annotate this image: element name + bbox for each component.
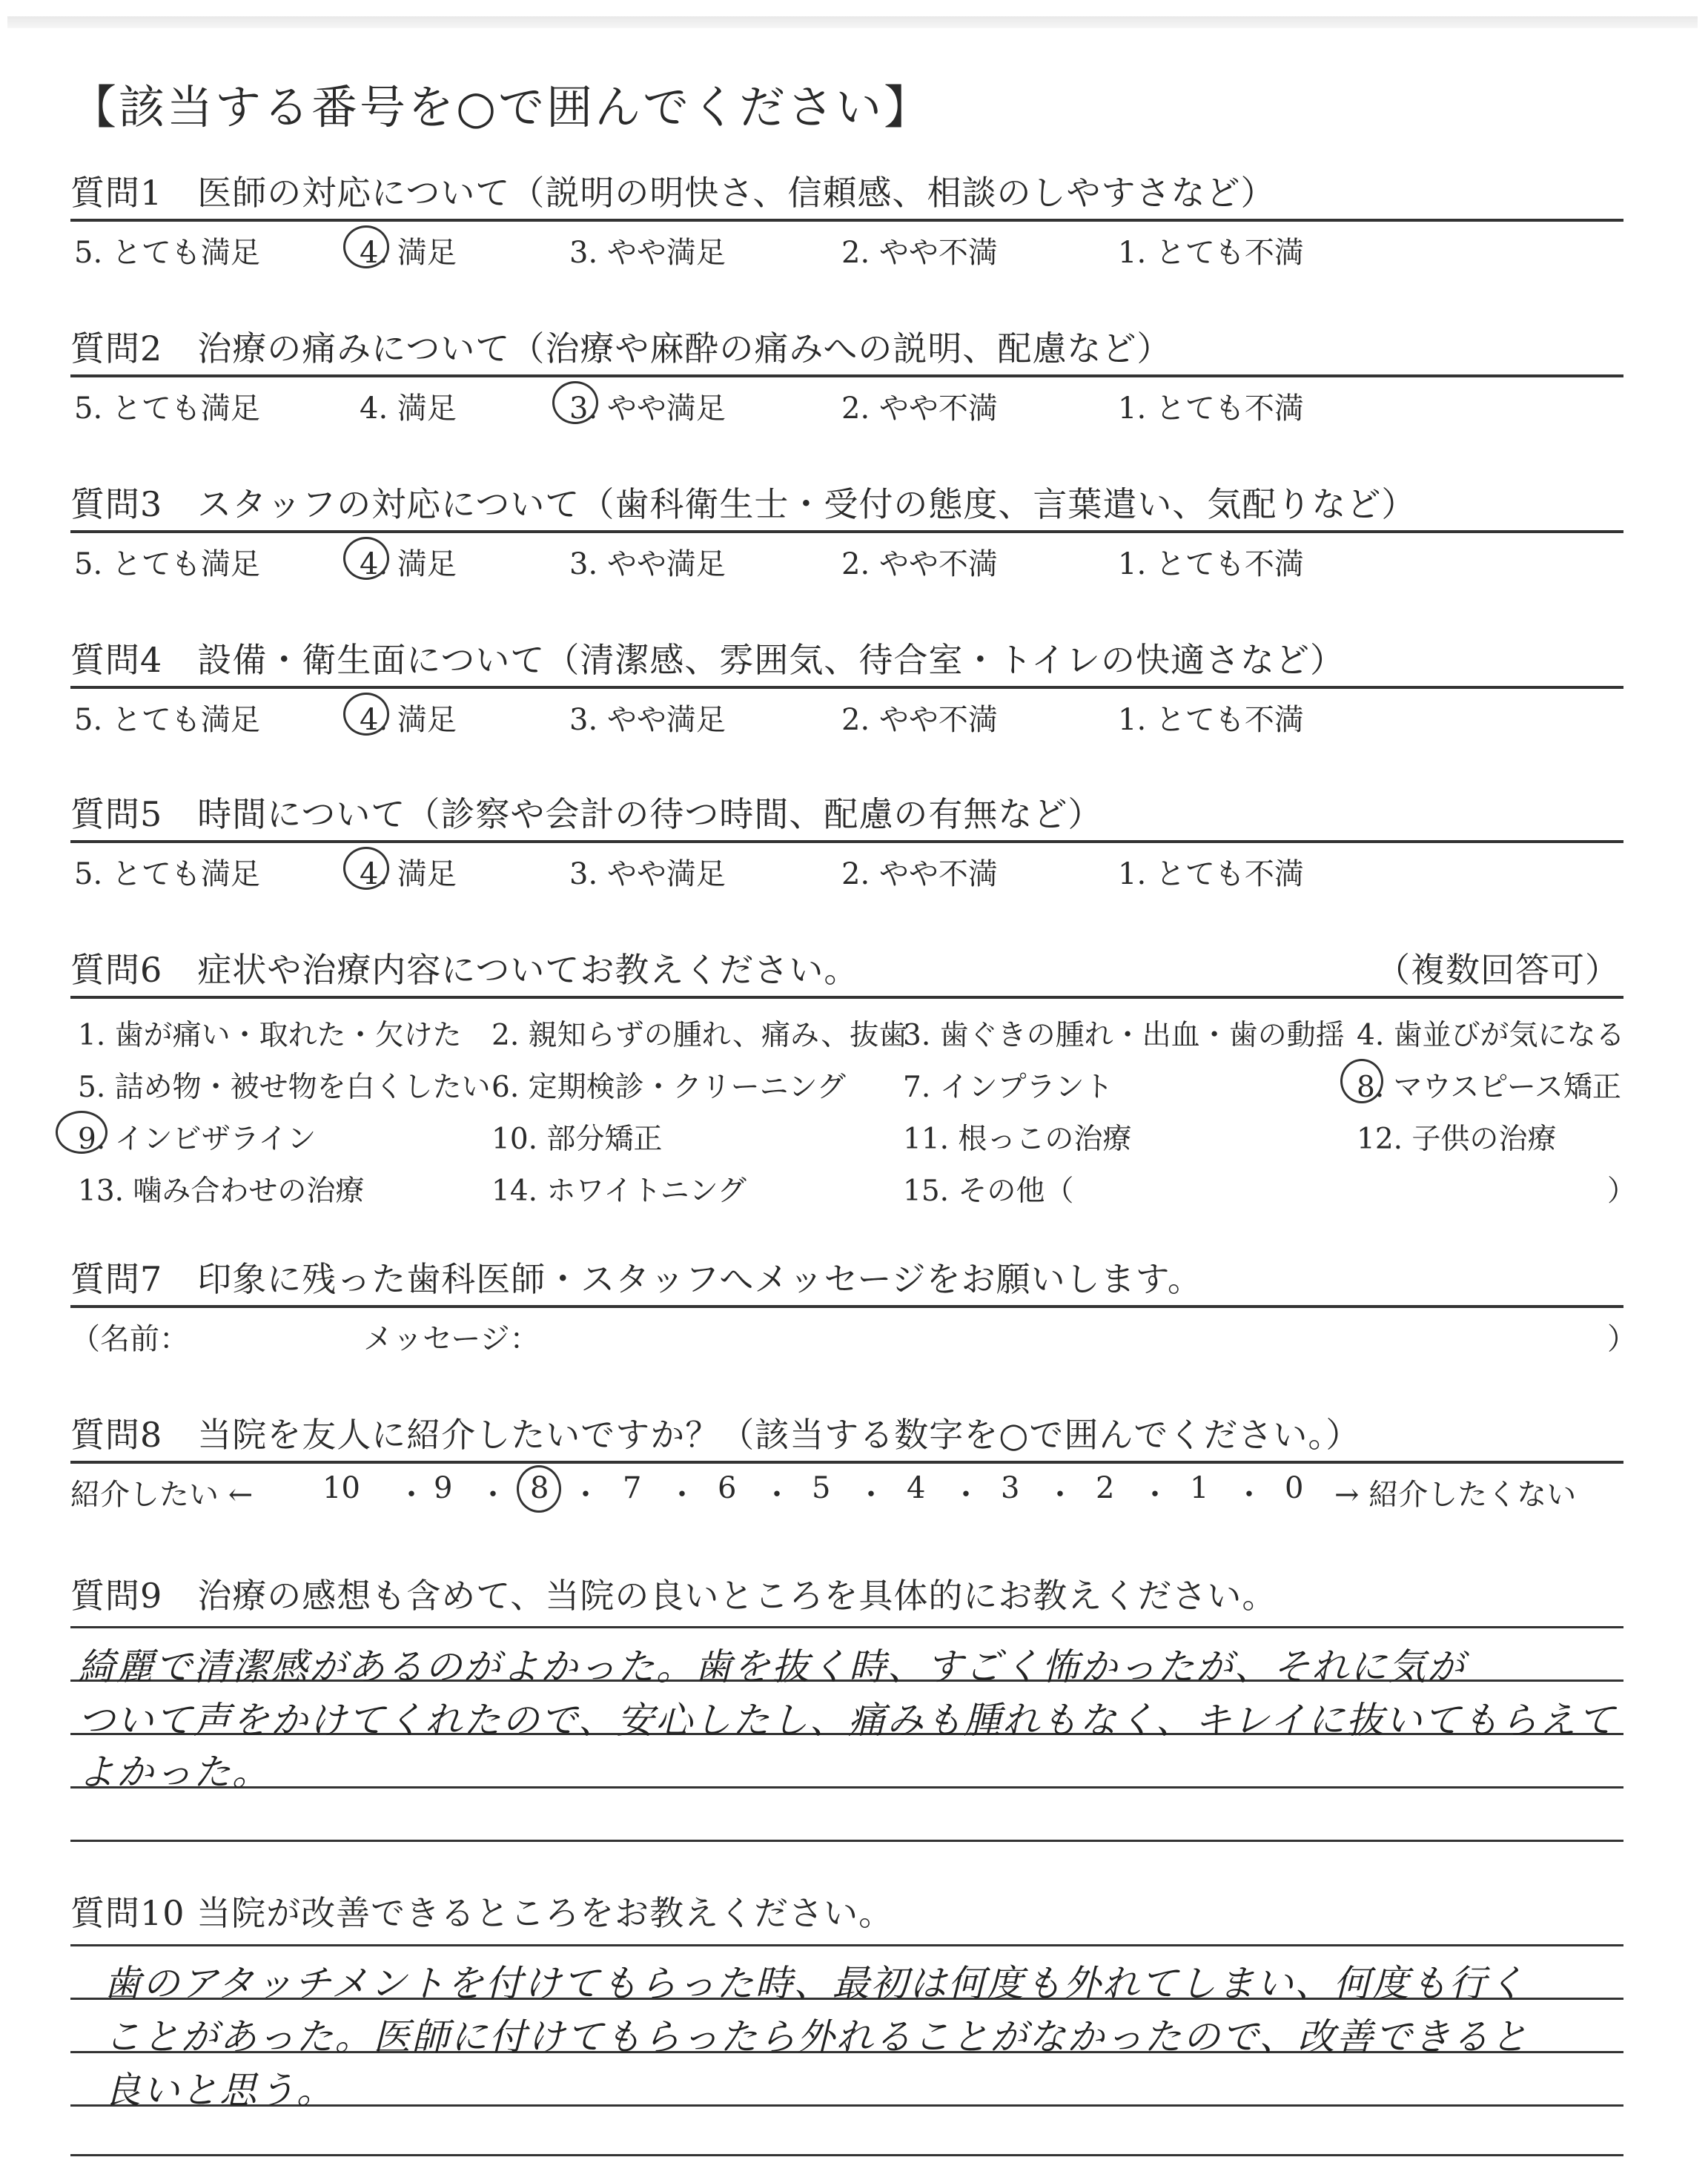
selection-circle-8 <box>1340 1059 1383 1103</box>
question-title: 質問6 症状や治療内容についてお教えください。 <box>70 950 859 990</box>
option-2[interactable]: 2. やや不満 <box>841 857 998 891</box>
handwritten-line: 綺麗で清潔感があるのがよかった。歯を抜く時、すごく怖かったが、それに気が <box>78 1645 1466 1688</box>
option-5[interactable]: 5. とても満足 <box>74 547 260 581</box>
question-1 <box>70 167 1623 274</box>
scale-4[interactable]: 4 <box>907 1471 926 1505</box>
selection-circle <box>343 537 389 580</box>
option-4[interactable]: 4. 満足 <box>360 703 457 737</box>
symptom-item-13[interactable]: 13. 噛み合わせの治療 <box>78 1175 365 1208</box>
option-row <box>70 533 1623 585</box>
option-5[interactable]: 5. とても満足 <box>74 392 260 426</box>
option-2[interactable]: 2. やや不満 <box>841 392 998 426</box>
question-title: 質問9 治療の感想も含めて、当院の良いところを具体的にお教えください。 <box>70 1576 1277 1616</box>
question-title: 質問4 設備・衛生面について（清潔感、雰囲気、待合室・トイレの快適さなど） <box>70 640 1345 680</box>
scale-dot: ・ <box>762 1478 792 1512</box>
option-row <box>70 689 1623 741</box>
selection-circle <box>343 225 389 268</box>
question-title: 質問2 治療の痛みについて（治療や麻酔の痛みへの説明、配慮など） <box>70 328 1172 369</box>
scale-8[interactable]: 8 <box>530 1471 549 1505</box>
option-3[interactable]: 3. やや満足 <box>569 392 726 426</box>
message-label: メッセージ： <box>363 1322 540 1356</box>
scale-6[interactable]: 6 <box>718 1471 737 1505</box>
answer-rule <box>70 1626 1623 1628</box>
option-4[interactable]: 4. 満足 <box>360 547 457 581</box>
handwritten-line: 良いと思う。 <box>104 2069 335 2112</box>
option-5[interactable]: 5. とても満足 <box>74 236 260 270</box>
question-2 <box>70 323 1623 429</box>
message-row <box>70 1308 1637 1360</box>
option-1[interactable]: 1. とても不満 <box>1118 236 1304 270</box>
multiple-answer-note: （複数回答可） <box>1376 950 1620 990</box>
option-3[interactable]: 3. やや満足 <box>569 703 726 737</box>
recommend-scale <box>70 1464 1623 1516</box>
option-1[interactable]: 1. とても不満 <box>1118 547 1304 581</box>
option-3[interactable]: 3. やや満足 <box>569 236 726 270</box>
question-10 <box>70 1887 1623 1939</box>
symptom-item-3[interactable]: 3. 歯ぐきの腫れ・出血・歯の動揺 <box>903 1019 1345 1052</box>
other-close-paren: ） <box>1607 1175 1637 1208</box>
scale-dot: ・ <box>478 1478 508 1512</box>
option-2[interactable]: 2. やや不満 <box>841 236 998 270</box>
answer-rule <box>70 1786 1623 1789</box>
option-4[interactable]: 4. 満足 <box>360 392 457 426</box>
option-1[interactable]: 1. とても不満 <box>1118 703 1304 737</box>
symptom-item-15[interactable]: 15. その他（ <box>903 1175 1074 1208</box>
scale-1[interactable]: 1 <box>1190 1471 1209 1505</box>
selection-circle <box>343 693 389 736</box>
selection-circle <box>552 381 598 424</box>
option-row <box>70 377 1623 429</box>
option-4[interactable]: 4. 満足 <box>360 857 457 891</box>
symptom-item-12[interactable]: 12. 子供の治療 <box>1357 1123 1557 1156</box>
question-title: 質問10 当院が改善できるところをお教えください。 <box>70 1893 894 1933</box>
option-4[interactable]: 4. 満足 <box>360 236 457 270</box>
scale-10[interactable]: 10 <box>322 1471 360 1505</box>
option-5[interactable]: 5. とても満足 <box>74 703 260 737</box>
question-8 <box>70 1409 1623 1516</box>
option-5[interactable]: 5. とても満足 <box>74 857 260 891</box>
question-rule <box>70 996 1623 999</box>
selection-circle-9 <box>56 1111 107 1154</box>
message-close-paren: ） <box>1607 1322 1637 1356</box>
symptom-item-4[interactable]: 4. 歯並びが気になる <box>1357 1019 1625 1052</box>
scale-2[interactable]: 2 <box>1096 1471 1115 1505</box>
option-1[interactable]: 1. とても不満 <box>1118 857 1304 891</box>
answer-rule <box>70 2154 1623 2156</box>
scale-dot: ・ <box>397 1478 426 1512</box>
question-4 <box>70 634 1623 741</box>
option-row <box>70 843 1623 895</box>
symptom-item-1[interactable]: 1. 歯が痛い・取れた・欠けた <box>78 1019 462 1052</box>
option-3[interactable]: 3. やや満足 <box>569 857 726 891</box>
selection-circle <box>343 847 389 890</box>
option-2[interactable]: 2. やや不満 <box>841 547 998 581</box>
question-7 <box>70 1253 1637 1360</box>
answer-rule <box>70 1840 1623 1842</box>
scale-dot: ・ <box>951 1478 981 1512</box>
symptom-item-5[interactable]: 5. 詰め物・被せ物を白くしたい <box>78 1071 491 1104</box>
option-2[interactable]: 2. やや不満 <box>841 703 998 737</box>
option-3[interactable]: 3. やや満足 <box>569 547 726 581</box>
handwritten-line: ことがあった。医師に付けてもらったら外れることがなかったので、改善できると <box>104 2015 1529 2058</box>
question-3 <box>70 478 1623 585</box>
option-row <box>70 222 1623 274</box>
answer-rule <box>70 1944 1623 1946</box>
handwritten-line: よかった。 <box>78 1751 271 1794</box>
question-9 <box>70 1570 1623 1622</box>
question-title: 質問3 スタッフの対応について（歯科衛生士・受付の態度、言葉遣い、気配りなど） <box>70 484 1417 524</box>
scale-dot: ・ <box>856 1478 886 1512</box>
symptom-item-14[interactable]: 14. ホワイトニング <box>491 1175 747 1208</box>
symptom-item-7[interactable]: 7. インプラント <box>903 1071 1113 1104</box>
scale-dot: ・ <box>1234 1478 1264 1512</box>
scale-dot: ・ <box>1045 1478 1075 1512</box>
scale-7[interactable]: 7 <box>623 1471 642 1505</box>
selection-circle <box>517 1465 561 1513</box>
question-title: 質問7 印象に残った歯科医師・スタッフへメッセージをお願いします。 <box>70 1259 1202 1299</box>
recommend-left-label: 紹介したい ← <box>70 1478 254 1512</box>
scale-5[interactable]: 5 <box>812 1471 831 1505</box>
symptom-item-9[interactable]: 9. インビザライン <box>78 1123 317 1156</box>
symptom-item-8[interactable]: 8. マウスピース矯正 <box>1357 1071 1621 1104</box>
symptom-item-11[interactable]: 11. 根っこの治療 <box>903 1123 1132 1156</box>
question-5 <box>70 788 1623 895</box>
name-label: （名前： <box>70 1322 189 1356</box>
page-header: 【該当する番号を○で囲んでください】 <box>70 80 933 134</box>
scale-3[interactable]: 3 <box>1001 1471 1020 1505</box>
recommend-right-label: → 紹介したくない <box>1334 1478 1577 1512</box>
scale-dot: ・ <box>1140 1478 1170 1512</box>
handwritten-line: 歯のアタッチメントを付けてもらった時、最初は何度も外れてしまい、何度も行く <box>104 1962 1526 2005</box>
question-title: 質問1 医師の対応について（説明の明快さ、信頼感、相談のしやすさなど） <box>70 173 1276 213</box>
symptom-item-6[interactable]: 6. 定期検診・クリーニング <box>491 1071 846 1104</box>
scale-dot: ・ <box>667 1478 697 1512</box>
scan-top-edge <box>7 16 1698 28</box>
handwritten-line: ついて声をかけてくれたので、安心したし、痛みも腫れもなく、キレイに抜いてもらえて <box>78 1699 1616 1742</box>
symptom-item-2[interactable]: 2. 親知らずの腫れ、痛み、抜歯 <box>491 1019 908 1052</box>
symptom-item-10[interactable]: 10. 部分矯正 <box>491 1123 663 1156</box>
option-1[interactable]: 1. とても不満 <box>1118 392 1304 426</box>
question-title: 質問5 時間について（診察や会計の待つ時間、配慮の有無など） <box>70 794 1103 834</box>
scale-9[interactable]: 9 <box>434 1471 453 1505</box>
question-title: 質問8 当院を友人に紹介したいですか？（該当する数字を○で囲んでください。） <box>70 1415 1361 1455</box>
scale-0[interactable]: 0 <box>1285 1471 1304 1505</box>
scale-dot: ・ <box>571 1478 600 1512</box>
question-6 <box>70 944 1623 999</box>
